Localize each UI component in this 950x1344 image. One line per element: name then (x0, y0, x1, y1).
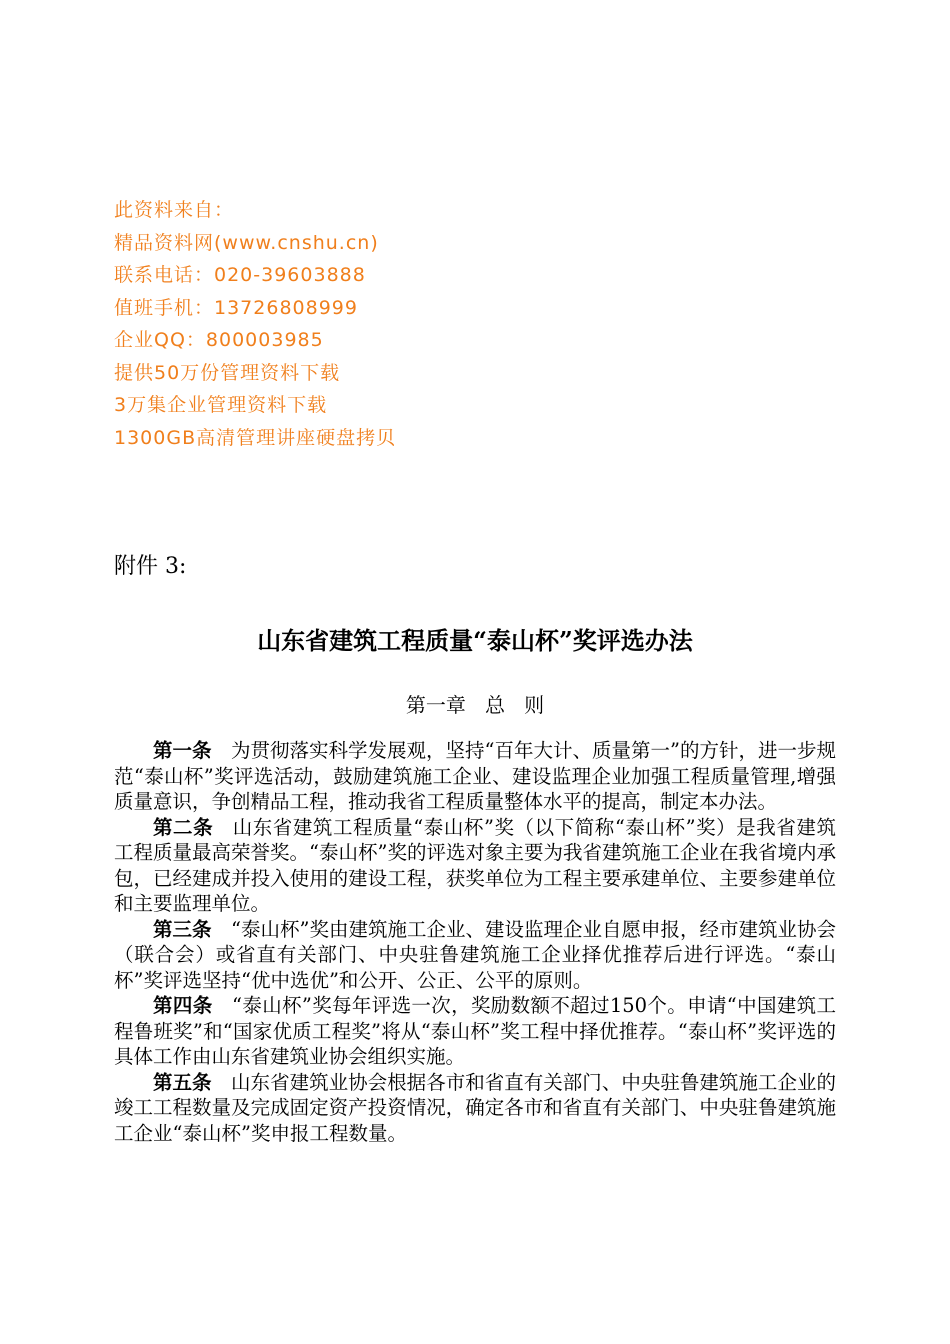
promo-offer-line-3: 1300GB高清管理讲座硬盘拷贝 (114, 426, 397, 449)
article-label: 第三条 (153, 917, 212, 941)
article-text: “泰山杯”奖由建筑施工企业、建设监理企业自愿申报，经市建筑业协会（联合会）或省直有关部门、中央驻鲁建筑施工企业择优推荐后进行评选。“泰山杯”奖评选坚持“优中选优”和公开、公正、公平的原则。 (114, 917, 836, 992)
promo-website-line: 精品资料网(www.cnshu.cn) (114, 231, 379, 254)
promo-mobile-line: 值班手机：13726808999 (114, 296, 358, 319)
article-1 (114, 738, 836, 815)
chapter-title: 第一章 总 则 (405, 693, 545, 717)
article-3 (114, 917, 836, 994)
source-promo-block (114, 194, 814, 454)
article-label: 第一条 (153, 739, 212, 762)
article-text: “泰山杯”奖每年评选一次，奖励数额不超过150个。申请“中国建筑工程鲁班奖”和“国家优质工程奖”将从“泰山杯”奖工程中择优推荐。“泰山杯”奖评选的具体工作由山东省建筑业协会组织实施。 (114, 994, 836, 1068)
attachment-label: 附件 3: (114, 554, 187, 579)
promo-offer-line-2: 3万集企业管理资料下载 (114, 394, 328, 416)
article-label: 第二条 (153, 815, 214, 839)
article-4 (114, 993, 836, 1070)
article-2 (114, 815, 836, 917)
article-text: 山东省建筑业协会根据各市和省直有关部门、中央驻鲁建筑施工企业的竣工工程数量及完成固定资产投资情况，确定各市和省直有关部门、中央驻鲁建筑施工企业“泰山杯”奖申报工程数量。 (114, 1070, 836, 1145)
promo-qq-line: 企业QQ：800003985 (114, 329, 324, 351)
promo-phone-line: 联系电话：020-39603888 (114, 264, 366, 286)
article-label: 第五条 (153, 1070, 212, 1094)
article-text: 山东省建筑工程质量“泰山杯”奖（以下简称“泰山杯”奖）是我省建筑工程质量最高荣誉奖。“泰山杯”奖的评选对象主要为我省建筑施工企业在我省境内承包，已经建成并投入使用的建设工程，获奖单位为工程主要承建单位、主要参建单位和主要监理单位。 (114, 815, 836, 915)
document-title: 山东省建筑工程质量“泰山杯”奖评选办法 (257, 626, 693, 655)
promo-offer-line-1: 提供50万份管理资料下载 (114, 361, 341, 384)
articles-section (114, 738, 836, 1146)
article-text: 为贯彻落实科学发展观，坚持“百年大计、质量第一”的方针，进一步规范“泰山杯”奖评选活动，鼓励建筑施工企业、建设监理企业加强工程质量管理,增强质量意识，争创精品工程，推动我省工程质量整体水平的提高，制定本办法。 (114, 739, 836, 813)
article-5 (114, 1070, 836, 1147)
promo-source-line: 此资料来自： (114, 199, 235, 221)
article-label: 第四条 (153, 994, 213, 1017)
